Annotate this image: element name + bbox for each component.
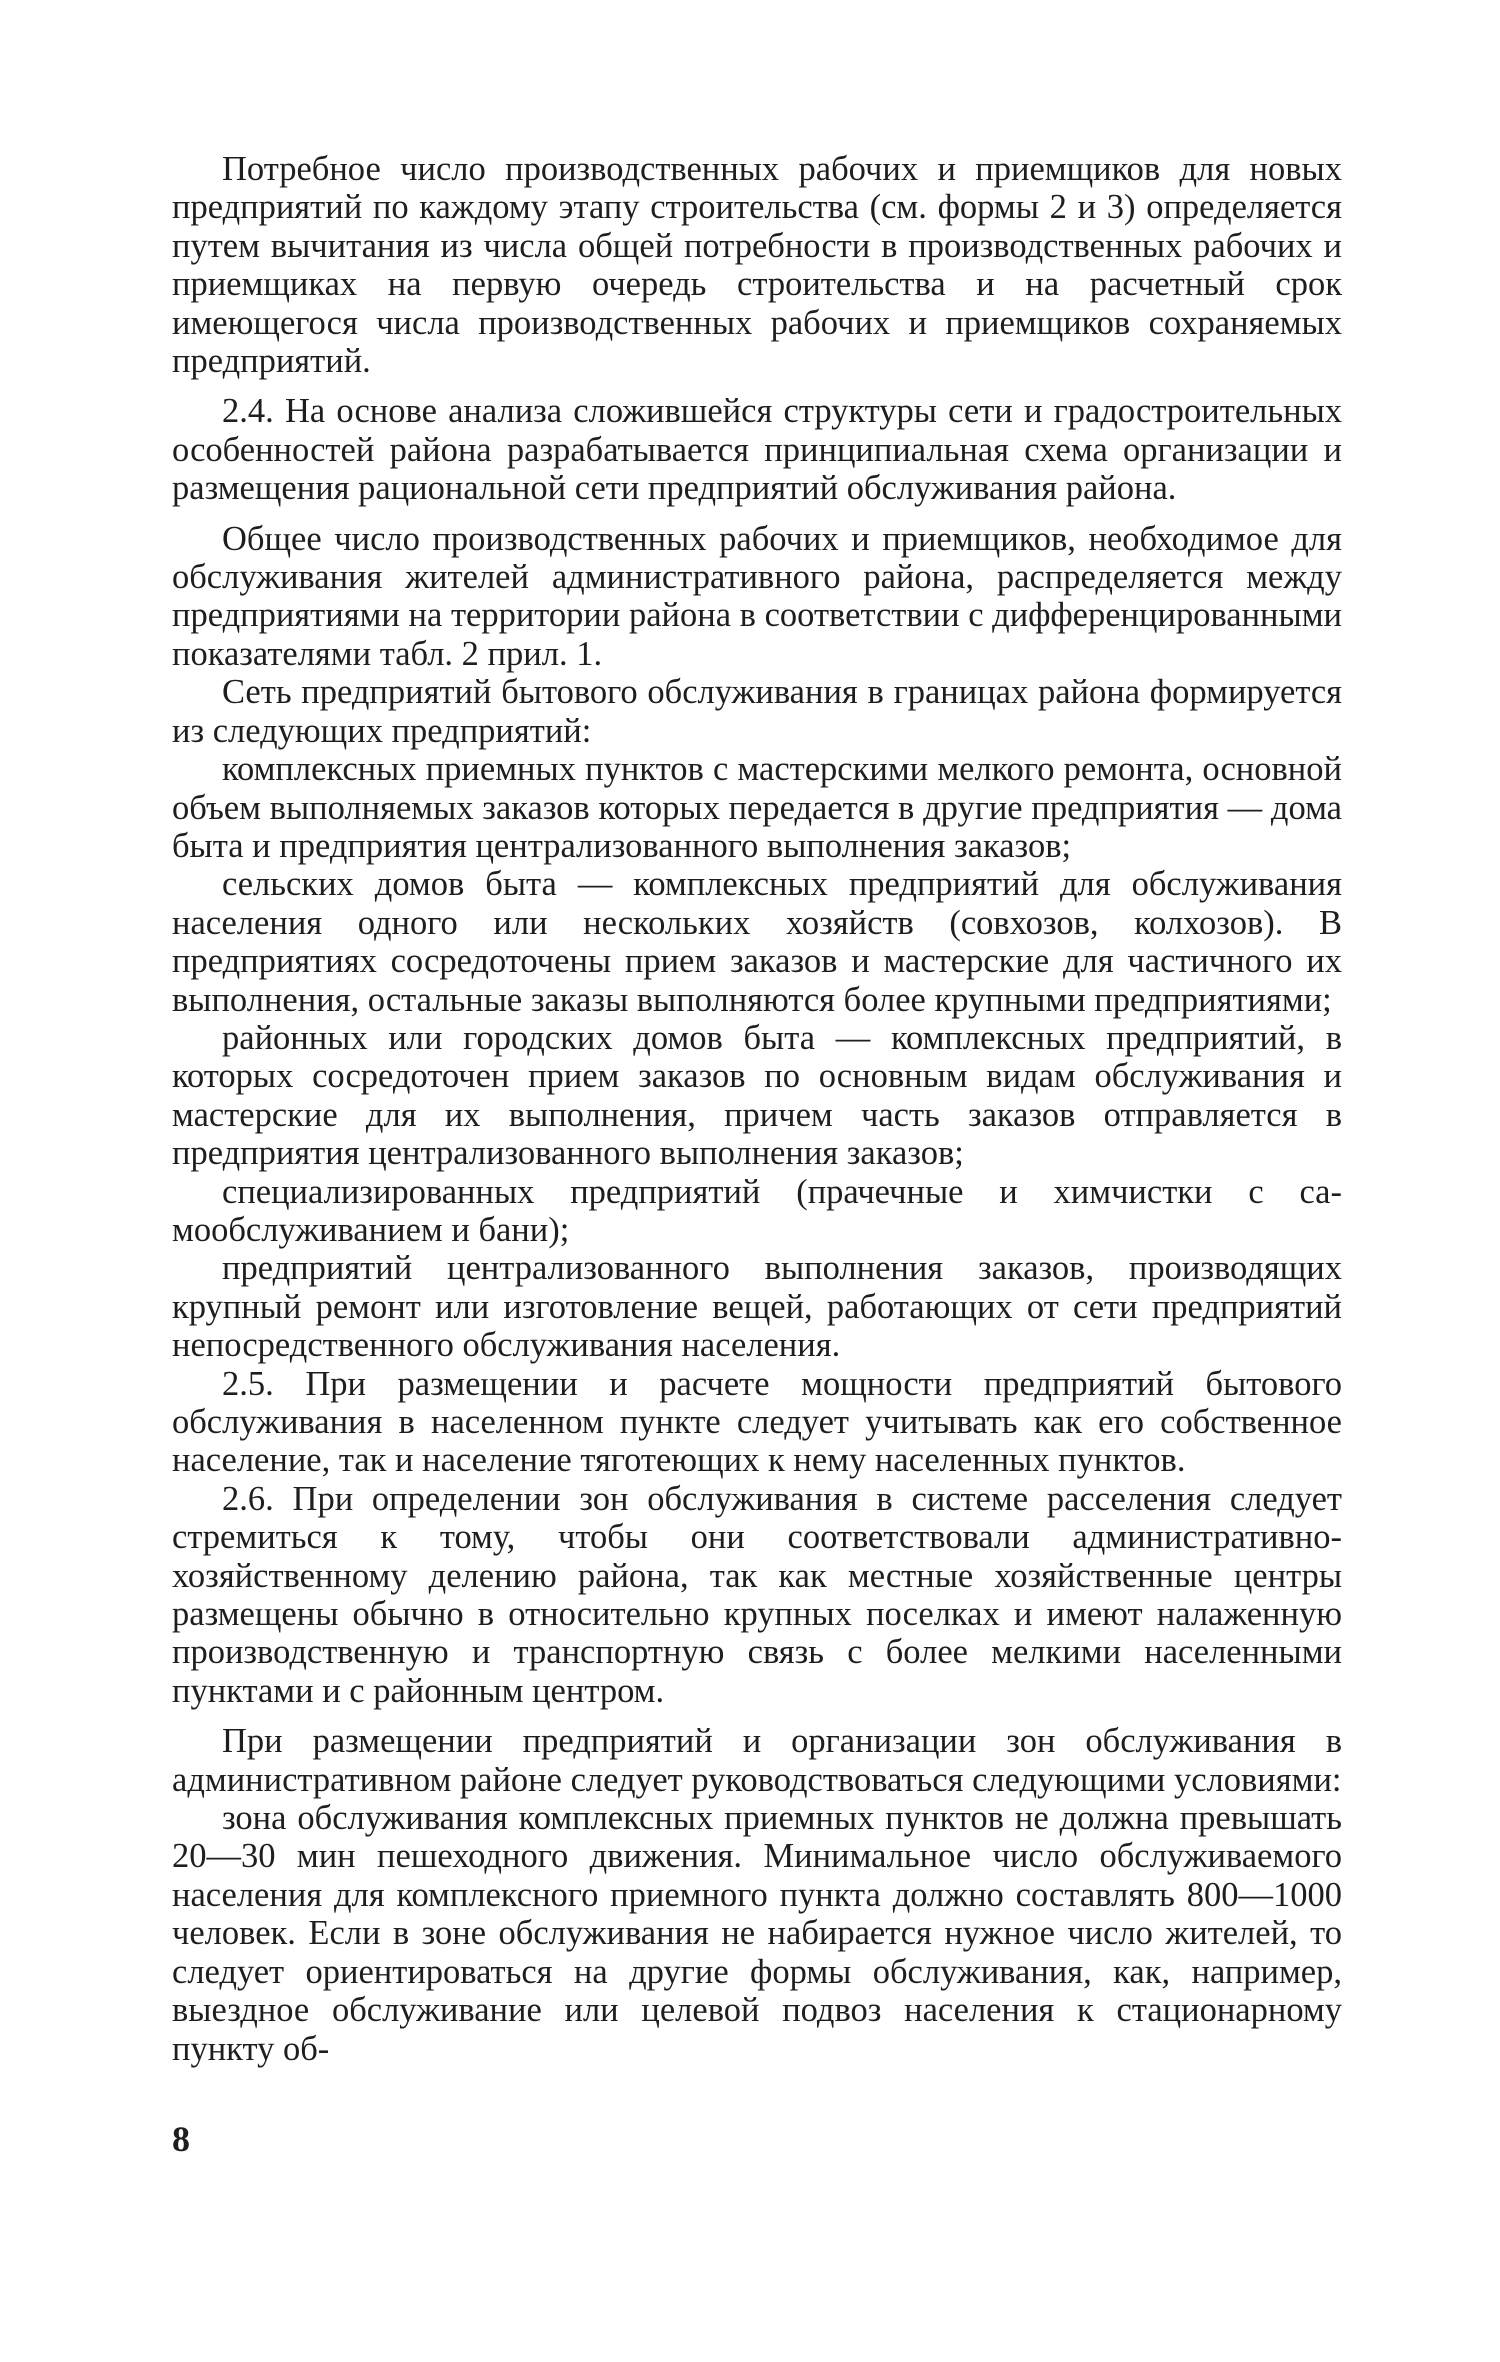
- paragraph-conditions: При размещении предприятий и организации зон обслуживания в административном районе следует руководствоваться следующими условиями:: [172, 1722, 1342, 1799]
- page-number: 8: [172, 2119, 190, 2159]
- paragraph-2-4: 2.4. На основе анализа сложившейся структуры сети и градостроительных особенностей района разрабатывается принципиальная схема организации и размещения рациональной сети предприятий обслуживания района.: [172, 392, 1342, 508]
- list-item-district-houses: районных или городских домов быта — комплексных предприятий, в которых сосредоточен прием заказов по основным видам обслуживания и мастерские для их выполнения, причем часть заказов отправляется в предприятия централизованного выполнения заказов;: [172, 1018, 1342, 1173]
- list-item-centralized: предприятий централизованного выполнения заказов, производящих крупный ремонт или изготовление вещей, работающих от сети предприятий непосредственного обслуживания населения.: [172, 1249, 1342, 1365]
- paragraph-1: Потребное число производственных рабочих и приемщиков для новых предприятий по каждому этапу строительства (см. формы 2 и 3) определяется путем вычитания из числа общей потребности в производственных рабочих и приемщиках на первую очередь строительства и на расчетный срок имеющегося числа производственных рабочих и приемщиков сохраняемых предприятий.: [172, 150, 1342, 381]
- paragraph-4: Сеть предприятий бытового обслуживания в границах района формируется из следующих предприятий:: [172, 673, 1342, 750]
- paragraph-2-5: 2.5. При размещении и расчете мощности предприятий бытового обслуживания в населенном пункте следует учитывать как его собственное население, так и население тяготеющих к нему населенных пунктов.: [172, 1364, 1342, 1480]
- list-item-service-zone: зона обслуживания комплексных приемных пунктов не должна превышать 20—30 мин пешеходного движения. Минимальное число обслуживаемого населения для комплексного приемного пункта должно составлять 800—1000 человек. Если в зоне обслуживания не набирается нужное число жителей, то следует ориентироваться на другие формы обслуживания, как, например, выездное обслуживание или целевой подвоз населения к стационарному пункту об-: [172, 1799, 1342, 2068]
- paragraph-2-6: 2.6. При определении зон обслуживания в системе расселения следует стремиться к тому, чтобы они соответствовали административно-хозяйственному делению района, так как местные хозяйственные центры размещены обычно в относительно крупных поселках и имеют налаженную производственную и транспортную связь с более мелкими населенными пунктами и с районным центром.: [172, 1479, 1342, 1710]
- list-item-rural-houses: сельских домов быта — комплексных предприятий для обслуживания населения одного или нескольких хозяйств (совхозов, колхозов). В предприятиях сосредоточены прием заказов и мастерские для частичного их выполнения, остальные заказы выполняются более крупными предприятиями;: [172, 865, 1342, 1019]
- list-item-specialized: специализированных предприятий (прачечные и химчистки с самообслуживанием и бани);: [172, 1172, 1342, 1249]
- paragraph-3: Общее число производственных рабочих и приемщиков, необходимое для обслуживания жителей административного района, распределяется между предприятиями на территории района в соответствии с дифференцированными показателями табл. 2 прил. 1.: [172, 519, 1342, 673]
- list-item-complex-points: комплексных приемных пунктов с мастерскими мелкого ремонта, основной объем выполняемых заказов которых передается в другие предприятия — дома быта и предприятия централизованного выполнения заказов;: [172, 750, 1342, 865]
- page-body: [172, 150, 1342, 2068]
